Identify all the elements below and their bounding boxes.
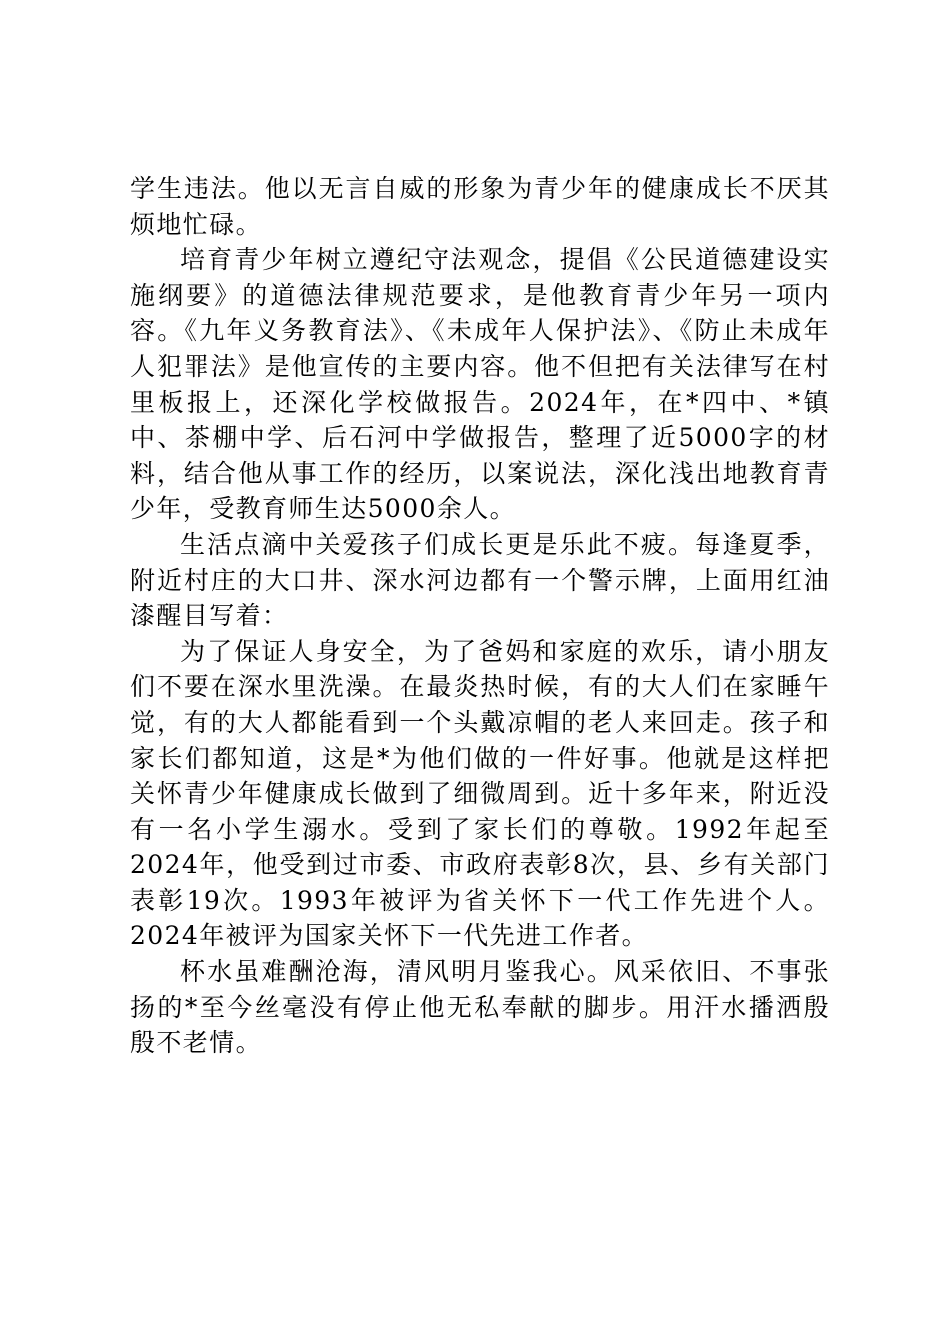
paragraph-closing: 杯水虽难酬沧海，清风明月鉴我心。风采依旧、不事张扬的*至今丝毫没有停止他无私奉献的脚步。用汗水播洒殷殷不老情。 (130, 957, 830, 1058)
paragraph-law-education: 培育青少年树立遵纪守法观念，提倡《公民道德建设实施纲要》的道德法律规范要求，是他教育青少年另一项内容。《九年义务教育法》、《未成年人保护法》、《防止未成年人犯罪法》是他宣传的主要内容。他不但把有关法律写在村里板报上，还深化学校做报告。2024年，在*四中、*镇中、茶棚中学、后石河中学做报告，整理了近5000字的材料，结合他从事工作的经历，以案说法，深化浅出地教育青少年，受教育师生达5000余人。 (130, 245, 830, 524)
paragraph-daily-care: 生活点滴中关爱孩子们成长更是乐此不疲。每逢夏季，附近村庄的大口井、深水河边都有一个警示牌，上面用红油漆醒目写着： (130, 529, 830, 631)
paragraph-continuation: 学生违法。他以无言自威的形象为青少年的健康成长不厌其烦地忙碌。 (130, 174, 830, 239)
document-body (130, 171, 830, 1061)
paragraph-warning-sign: 为了保证人身安全，为了爸妈和家庭的欢乐，请小朋友们不要在深水里洗澡。在最炎热时候，有的大人们在家睡午觉，有的大人都能看到一个头戴凉帽的老人来回走。孩子和家长们都知道，这是*为他们做的一件好事。他就是这样把关怀青少年健康成长做到了细微周到。近十多年来，附近没有一名小学生溺水。受到了家长们的尊敬。1992年起至2024年，他受到过市委、市政府表彰8次，县、乡有关部门表彰19次。1993年被评为省关怀下一代工作先进个人。2024年被评为国家关怀下一代先进工作者。 (130, 636, 830, 951)
